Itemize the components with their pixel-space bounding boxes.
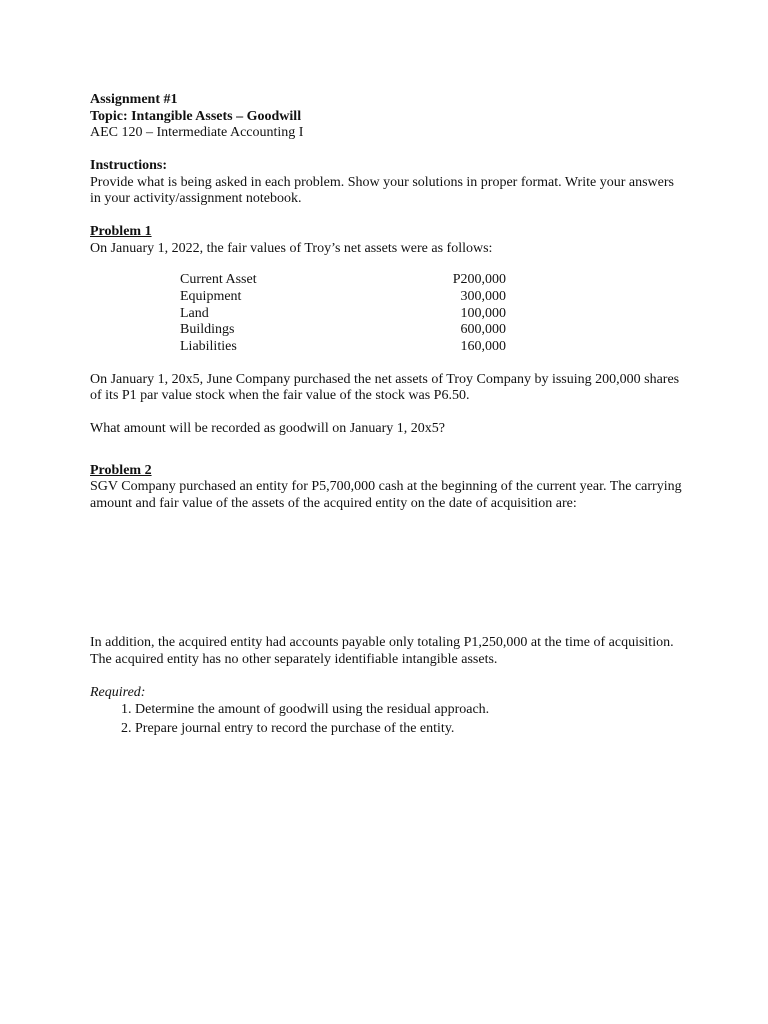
- asset-row: [180, 339, 506, 356]
- problem-2-addition-line-1: In addition, the acquired entity had accounts payable only totaling P1,250,000 at the time of acquisition.: [90, 635, 674, 651]
- net-assets-table: [180, 272, 506, 356]
- problem-2-addition-line-2: The acquired entity has no other separately identifiable intangible assets.: [90, 651, 498, 667]
- asset-value: 160,000: [460, 339, 506, 355]
- problem-2-line-1: SGV Company purchased an entity for P5,700,000 cash at the beginning of the current year. The carrying: [90, 479, 682, 495]
- instructions-line-2: in your activity/assignment notebook.: [90, 191, 302, 206]
- asset-label: Equipment: [180, 288, 242, 304]
- asset-label: Liabilities: [180, 339, 237, 355]
- asset-label: Buildings: [180, 322, 235, 338]
- asset-value: 300,000: [460, 288, 506, 304]
- document-page: [90, 92, 690, 738]
- problem-1-intro: On January 1, 2022, the fair values of Troy’s net assets were as follows:: [90, 240, 493, 256]
- asset-value: 600,000: [460, 322, 506, 338]
- problem-1-paragraph-line-2: of its P1 par value stock when the fair value of the stock was P6.50.: [90, 388, 470, 404]
- course-name: AEC 120 – Intermediate Accounting I: [90, 125, 304, 140]
- asset-row: [180, 306, 506, 323]
- problem-2-line-2: amount and fair value of the assets of the acquired entity on the date of acquisition are:: [90, 495, 577, 511]
- required-label: Required:: [90, 684, 146, 700]
- instructions-heading: Instructions:: [90, 158, 168, 173]
- asset-value: 100,000: [460, 305, 506, 321]
- asset-row: [180, 289, 506, 306]
- asset-row: [180, 272, 506, 289]
- asset-row: [180, 322, 506, 339]
- instructions-line-1: Provide what is being asked in each problem. Show your solutions in proper format. Write your answers: [90, 174, 674, 190]
- asset-value: P200,000: [452, 272, 506, 287]
- list-item: 2. Prepare journal entry to record the purchase of the entity.: [135, 720, 690, 739]
- problem-1-heading: Problem 1: [90, 224, 152, 239]
- required-list: [90, 701, 690, 738]
- problem-1-paragraph-line-1: On January 1, 20x5, June Company purchased the net assets of Troy Company by issuing 200,000 shares: [90, 371, 680, 387]
- assignment-topic: Topic: Intangible Assets – Goodwill: [90, 108, 302, 124]
- asset-label: Land: [180, 305, 209, 321]
- list-item: 1. Determine the amount of goodwill using the residual approach.: [135, 701, 690, 720]
- asset-label: Current Asset: [180, 272, 257, 287]
- blank-table-area: [90, 512, 690, 635]
- assignment-title: Assignment #1: [90, 92, 178, 107]
- problem-1-question: What amount will be recorded as goodwill on January 1, 20x5?: [90, 421, 445, 437]
- problem-2-heading: Problem 2: [90, 462, 152, 478]
